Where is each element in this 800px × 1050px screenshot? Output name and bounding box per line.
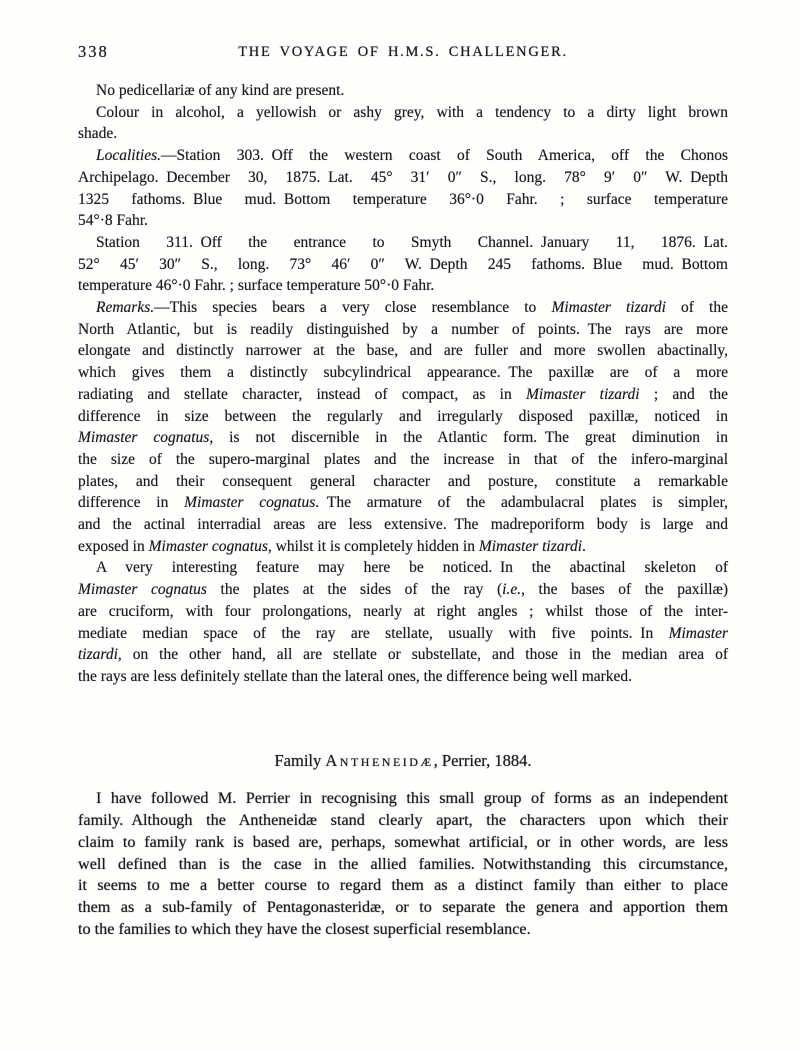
running-head — [78, 42, 728, 64]
text-run: Colour in alcohol, a yellowish or ashy grey, with a tendency to a dirty light brown — [96, 103, 728, 121]
text-run: Station 311. Off the entrance to Smyth Channel. January 11, 1876. Lat. — [96, 233, 728, 251]
small-caps-text: Antheneidæ — [325, 750, 434, 770]
text-run: shade. — [78, 125, 118, 143]
text-line — [78, 449, 728, 471]
italic-text: Mimaster cognatus — [78, 581, 207, 599]
italic-text: Mimaster — [668, 624, 728, 642]
text-run: —This species bears a very close resemblance to — [154, 299, 552, 317]
text-run: . — [582, 537, 586, 555]
text-line — [78, 623, 728, 645]
text-run: , the bases of the paxillæ) — [521, 581, 729, 599]
text-line — [78, 854, 728, 876]
running-title: THE VOYAGE OF H.M.S. CHALLENGER. — [238, 44, 568, 60]
text-line — [78, 832, 728, 854]
text-line — [78, 644, 728, 666]
text-run: No pedicellariæ of any kind are present. — [96, 82, 345, 99]
paragraph — [78, 232, 728, 297]
text-run: difference in size between the regularly and irregularly disposed paxillæ, noticed in — [78, 407, 728, 425]
text-run: it seems to me a better course to regard them as a distinct family than either to place — [78, 876, 728, 895]
text-line — [78, 666, 728, 688]
family-heading — [78, 750, 728, 772]
text-run: radiating and stellate character, instead of compact, as in — [78, 385, 526, 403]
paragraph — [78, 80, 728, 102]
text-line — [78, 210, 728, 232]
text-line — [78, 102, 728, 124]
text-run: Family — [274, 750, 326, 770]
italic-text: Mimaster tizardi — [525, 385, 640, 403]
text-run: difference in — [78, 494, 185, 512]
text-run: . The armature of the adambulacral plates is simpler, — [315, 494, 728, 512]
paragraph — [78, 557, 728, 687]
text-run: mediate median space of the ray are stellate, usually with five points. In — [78, 624, 669, 642]
text-run: 54°·8 Fahr. — [78, 212, 148, 230]
text-line — [78, 601, 728, 623]
text-line — [78, 123, 728, 145]
text-line — [78, 362, 728, 384]
text-line — [78, 788, 728, 810]
text-line — [78, 232, 728, 254]
text-line — [78, 145, 728, 167]
text-line — [78, 919, 728, 941]
text-run: claim to family rank is based are, perhaps, somewhat artificial, or in other words, are less — [78, 832, 728, 851]
text-run: , whilst it is completely hidden in — [267, 537, 479, 555]
text-run: North Atlantic, but is readily distinguished by a number of points. The rays are more — [78, 320, 728, 338]
text-line — [78, 167, 728, 189]
paragraph — [78, 102, 728, 145]
italic-text: Mimaster cognatus — [148, 537, 268, 555]
text-run: to the families to which they have the closest superficial resemblance. — [78, 919, 531, 938]
text-line — [78, 557, 728, 579]
text-line — [78, 384, 728, 406]
italic-text: tizardi — [78, 646, 118, 664]
text-run: them as a sub-family of Pentagonasteridæ, or to separate the genera and apportion them — [78, 897, 728, 916]
text-line — [78, 319, 728, 341]
text-run: which gives them a distinctly subcylindrical appearance. The paxillæ are of a more — [78, 364, 728, 382]
text-run: , Perrier, 1884. — [433, 750, 532, 770]
text-line — [78, 471, 728, 493]
text-line — [78, 297, 728, 319]
text-line — [78, 254, 728, 276]
text-run: well defined than is the case in the allied families. Notwithstanding this circumstance, — [78, 854, 728, 873]
paragraph — [78, 297, 728, 557]
text-line — [78, 810, 728, 832]
text-run: , is not discernible in the Atlantic form. The great diminution in — [209, 429, 728, 447]
text-run: Archipelago. December 30, 1875. Lat. 45° 31′ 0″ S., long. 78° 9′ 0″ W. Depth — [78, 168, 728, 186]
text-run: , on the other hand, all are stellate or substellate, and those in the median area of — [117, 646, 728, 664]
text-run: A very interesting feature may here be noticed. In the abactinal skeleton of — [96, 559, 728, 577]
paragraph — [78, 788, 728, 940]
text-run: 52° 45′ 30″ S., long. 73° 46′ 0″ W. Depth 245 fathoms. Blue mud. Bottom — [78, 255, 728, 273]
text-run: and the actinal interradial areas are less extensive. The madreporiform body is large and — [78, 516, 728, 534]
text-line — [78, 80, 728, 102]
text-run: the plates at the sides of the ray ( — [206, 581, 503, 599]
text-run: temperature 46°·0 Fahr. ; surface temperature 50°·0 Fahr. — [78, 277, 435, 295]
text-line — [78, 189, 728, 211]
text-line — [78, 427, 728, 449]
text-line — [78, 875, 728, 897]
italic-text: i.e. — [502, 581, 522, 599]
italic-text: Mimaster tizardi — [478, 537, 583, 555]
text-run: elongate and distinctly narrower at the base, and are fuller and more swollen abactinally, — [78, 342, 728, 360]
text-run: are cruciform, with four prolongations, nearly at right angles ; whilst those of the inter- — [78, 602, 728, 620]
italic-text: Mimaster cognatus — [78, 429, 210, 447]
italic-text: Localities. — [96, 147, 162, 165]
text-run: I have followed M. Perrier in recognising this small group of forms as an independent — [96, 789, 728, 808]
text-run: the rays are less definitely stellate than the lateral ones, the difference being well marked. — [78, 667, 633, 685]
italic-text: Mimaster tizardi — [551, 299, 666, 317]
text-line — [78, 406, 728, 428]
text-run: exposed in — [78, 537, 149, 555]
page-body — [78, 80, 728, 940]
italic-text: Remarks. — [96, 299, 155, 317]
text-run: 1325 fathoms. Blue mud. Bottom temperature 36°·0 Fahr. ; surface temperature — [78, 190, 728, 208]
text-run: ; and the — [639, 385, 729, 403]
text-line — [78, 897, 728, 919]
text-line — [78, 579, 728, 601]
text-run: of the — [665, 299, 728, 317]
text-line — [78, 514, 728, 536]
text-run: plates, and their consequent general character and posture, constitute a remarkable — [78, 472, 728, 490]
text-line — [78, 536, 728, 558]
page-number: 338 — [78, 42, 109, 61]
text-run: family. Although the Antheneidæ stand clearly apart, the characters upon which their — [78, 811, 728, 830]
text-run: the size of the supero-marginal plates and the increase in that of the infero-marginal — [78, 450, 728, 468]
text-line — [78, 340, 728, 362]
paragraph — [78, 145, 728, 232]
text-line — [78, 275, 728, 297]
text-line — [78, 492, 728, 514]
italic-text: Mimaster cognatus — [184, 494, 316, 512]
text-run: —Station 303. Off the western coast of South America, off the Chonos — [161, 147, 728, 165]
